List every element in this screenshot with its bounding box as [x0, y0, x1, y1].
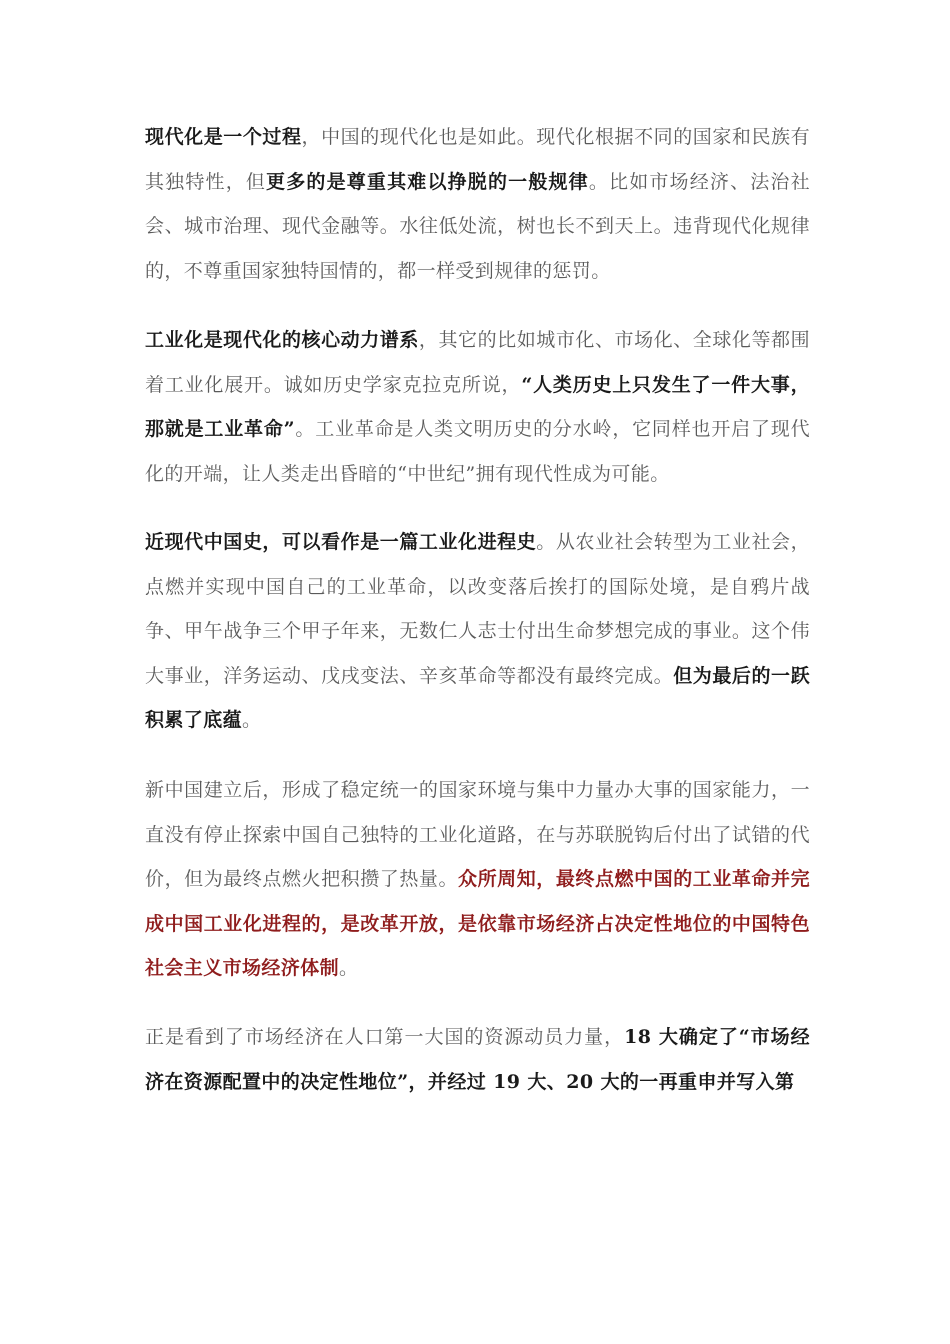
paragraph-industrialization [145, 318, 810, 496]
paragraph-2-span-4: 。工业革命是人类文明历史的分水岭，它同样也开启了现代化的开端，让人类走出昏暗的“中世纪”拥有现代性成为可能。 [145, 418, 810, 485]
paragraph-3-span-2: 。从农业社会转型为工业社会，点燃并实现中国自己的工业革命，以改变落后挨打的国际处境，是自鸦片战争、甲午战争三个甲子年来，无数仁人志士付出生命梦想完成的事业。这个伟大事业，洋务运动、戊戌变法、辛亥革命等都没有最终完成。 [145, 531, 810, 687]
paragraph-modern-history [145, 520, 810, 743]
paragraph-4-span-3: 。 [339, 957, 359, 979]
paragraph-5-span-2: 18 大确定了“市场经济在资源配置中的决定性地位”，并经过 19 大、20 大的一再重申并写入第 [145, 1026, 810, 1093]
paragraph-1-span-4: 。比如市场经济、法治社会、城市治理、现代金融等。水往低处流，树也长不到天上。违背现代化规律的，不尊重国家独特国情的，都一样受到规律的惩罚。 [145, 170, 810, 282]
paragraph-3-span-3: 但为最后的一跃积累了底蕴 [145, 664, 810, 731]
paragraph-1-span-2: ，中国的现代化也是如此。现代化根据不同的国家和民族有其独特性，但 [145, 126, 811, 193]
paragraph-3-span-1: 近现代中国史，可以看作是一篇工业化进程史 [145, 531, 537, 553]
paragraph-new-china [145, 768, 810, 991]
paragraph-market-economy [145, 1015, 810, 1104]
paragraph-2-span-3: “人类历史上只发生了一件大事，那就是工业革命” [145, 373, 810, 440]
paragraph-5-span-1: 正是看到了市场经济在人口第一大国的资源动员力量， [145, 1026, 625, 1048]
paragraph-4-span-1: 新中国建立后，形成了稳定统一的国家环境与集中力量办大事的国家能力，一直没有停止探索中国自己独特的工业化道路，在与苏联脱钩后付出了试错的代价，但为最终点燃火把积攒了热量。 [145, 779, 810, 890]
paragraph-modernization [145, 115, 810, 293]
paragraph-2-span-1: 工业化是现代化的核心动力谱系 [145, 329, 419, 351]
paragraph-2-span-2: ，其它的比如城市化、市场化、全球化等都围着工业化展开。诚如历史学家克拉克所说， [145, 329, 810, 396]
paragraph-1-span-1: 现代化是一个过程 [145, 126, 302, 148]
paragraph-3-span-4: 。 [242, 709, 262, 731]
paragraph-1-span-3: 更多的是尊重其难以挣脱的一般规律 [266, 170, 589, 193]
paragraph-4-highlight: 众所周知，最终点燃中国的工业革命并完成中国工业化进程的，是改革开放，是依靠市场经济占决定性地位的中国特色社会主义市场经济体制 [145, 868, 810, 979]
